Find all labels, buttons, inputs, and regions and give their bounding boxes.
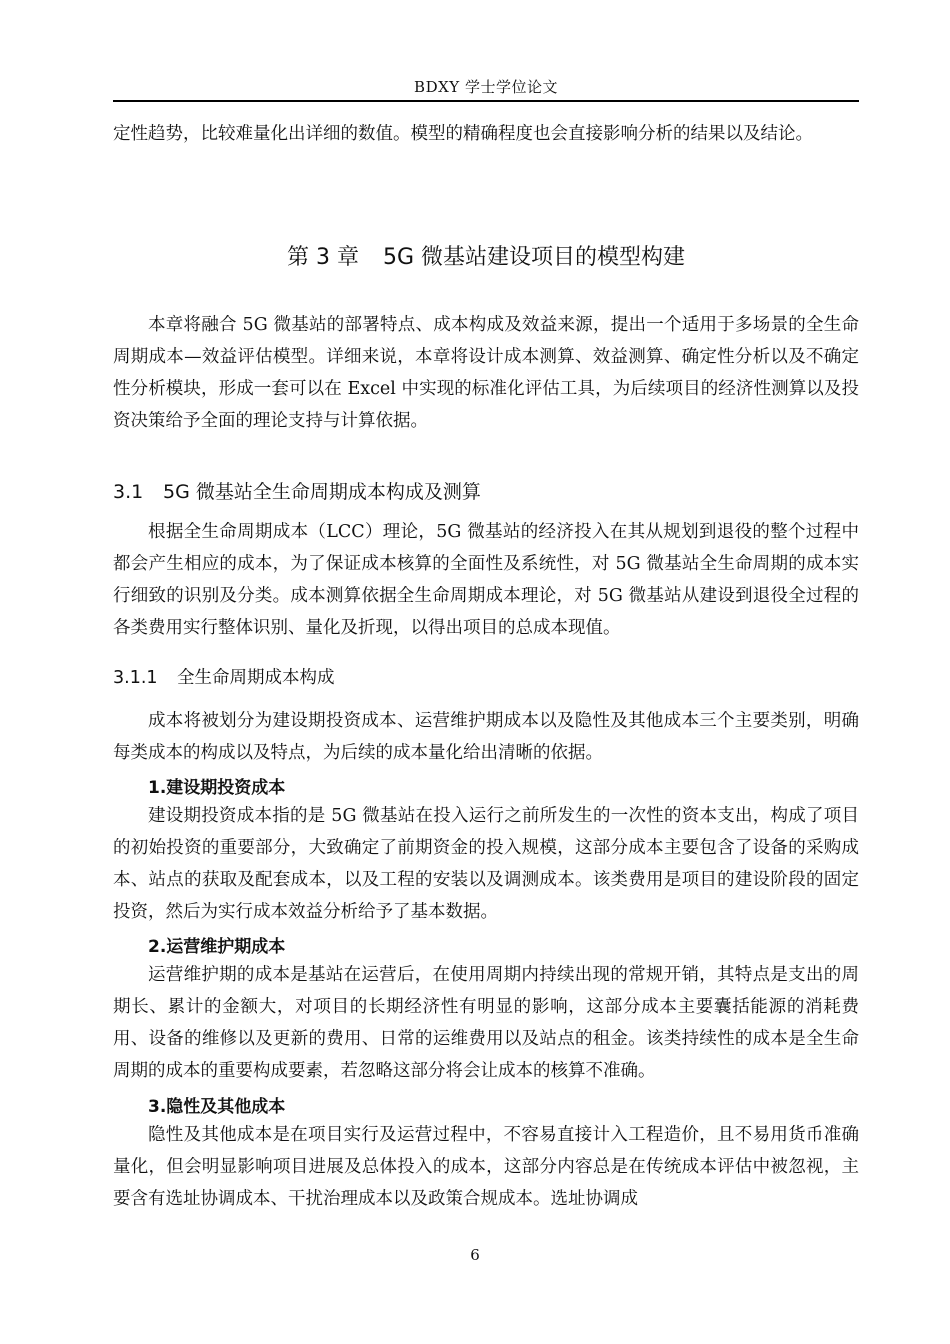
section-title: 5G 微基站全生命周期成本构成及测算 — [163, 481, 481, 503]
chapter-title: 5G 微基站建设项目的模型构建 — [382, 245, 686, 270]
item-paragraph-3: 隐性及其他成本是在项目实行及运营过程中，不容易直接计入工程造价，且不易用货币准确量化，但会明显影响项目进展及总体投入的成本，这部分内容总是在传统成本评估中被忽视，主要含有选址协调成本、干扰治理成本以及政策合规成本。选址协调成 — [113, 1125, 859, 1209]
intro-paragraph: 定性趋势，比较难量化出详细的数值。模型的精确程度也会直接影响分析的结果以及结论。 — [113, 124, 813, 144]
item-paragraph-1: 建设期投资成本指的是 5G 微基站在投入运行之前所发生的一次性的资本支出，构成了项目的初始投资的重要部分，大致确定了前期资金的投入规模，这部分成本主要包含了设备的采购成本、站点的获取及配套成本，以及工程的安装以及调测成本。该类费用是项目的建设阶段的固定投资，然后为实行成本效益分析给予了基本数据。 — [113, 806, 859, 922]
section-number: 3.1 — [113, 481, 144, 503]
subsection-number: 3.1.1 — [113, 668, 158, 688]
section-3-1-1-paragraph: 成本将被划分为建设期投资成本、运营维护期成本以及隐性及其他成本三个主要类别，明确每类成本的构成以及特点，为后续的成本量化给出清晰的依据。 — [113, 711, 859, 763]
page-number: 6 — [470, 1246, 480, 1264]
item-heading-1: 1.建设期投资成本 — [148, 778, 286, 798]
chapter-heading — [113, 240, 859, 271]
header-rule — [113, 100, 859, 102]
chapter-number: 第 3 章 — [286, 245, 359, 270]
subsection-heading-3-1-1 — [113, 664, 335, 689]
section-heading-3-1 — [113, 477, 481, 504]
item-heading-3: 3.隐性及其他成本 — [148, 1097, 286, 1117]
chapter-intro-paragraph: 本章将融合 5G 微基站的部署特点、成本构成及效益来源，提出一个适用于多场景的全生命周期成本—效益评估模型。详细来说，本章将设计成本测算、效益测算、确定性分析以及不确定性分析模块，形成一套可以在 Excel 中实现的标准化评估工具，为后续项目的经济性测算以及投资决策给予全面的理论支持与计算依据。 — [113, 315, 859, 431]
subsection-title: 全生命周期成本构成 — [177, 668, 335, 688]
item-paragraph-2: 运营维护期的成本是基站在运营后，在使用周期内持续出现的常规开销，其特点是支出的周期长、累计的金额大，对项目的长期经济性有明显的影响，这部分成本主要囊括能源的消耗费用、设备的维修以及更新的费用、日常的运维费用以及站点的租金。该类持续性的成本是全生命周期的成本的重要构成要素，若忽略这部分将会让成本的核算不准确。 — [113, 965, 859, 1081]
item-heading-2: 2.运营维护期成本 — [148, 937, 286, 957]
section-3-1-paragraph: 根据全生命周期成本（LCC）理论，5G 微基站的经济投入在其从规划到退役的整个过程中都会产生相应的成本，为了保证成本核算的全面性及系统性，对 5G 微基站全生命周期的成本实行细致的识别及分类。成本测算依据全生命周期成本理论，对 5G 微基站从建设到退役全过程的各类费用实行整体识别、量化及折现，以得出项目的总成本现值。 — [113, 522, 859, 638]
running-header: BDXY 学士学位论文 — [414, 78, 558, 96]
